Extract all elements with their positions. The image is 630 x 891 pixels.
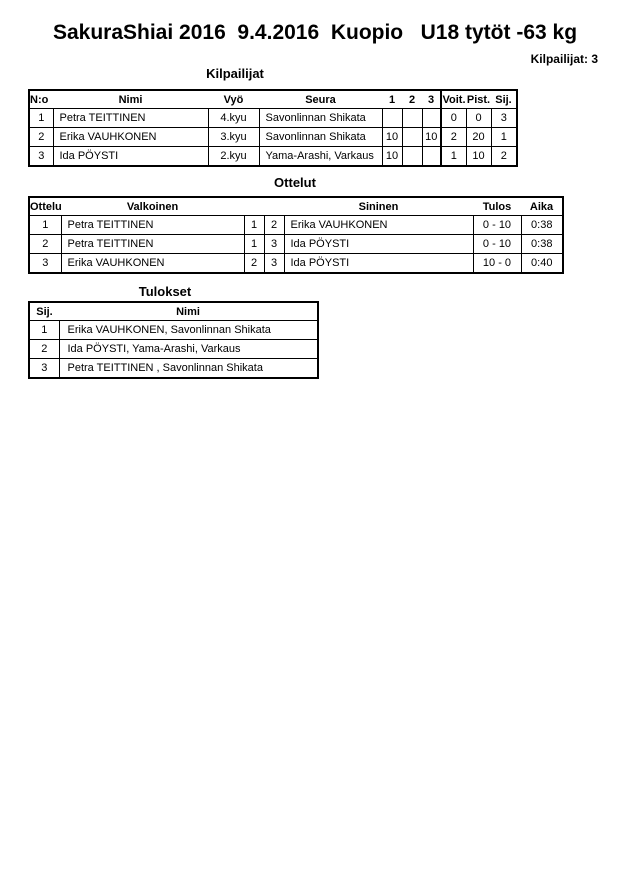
cell: Petra TEITTINEN — [53, 109, 208, 128]
cell: Ida PÖYSTI — [53, 147, 208, 167]
cell: Ida PÖYSTI, Yama-Arashi, Varkaus — [59, 340, 318, 359]
cell — [402, 109, 422, 128]
results-heading: Tulokset — [138, 284, 192, 299]
cell: Erika VAUHKONEN — [284, 216, 473, 235]
cell — [402, 128, 422, 147]
cell: 10 — [382, 128, 402, 147]
col-header: Vyö — [208, 90, 259, 109]
cell: Erika VAUHKONEN — [53, 128, 208, 147]
cell: 0:40 — [521, 254, 563, 274]
table-header-row — [29, 302, 318, 321]
matches-heading: Ottelut — [274, 175, 316, 190]
cell: 0 — [466, 109, 491, 128]
matches-table — [28, 196, 564, 274]
col-header: Ottelu — [29, 197, 61, 216]
cell: Savonlinnan Shikata — [259, 128, 382, 147]
cell: 4.kyu — [208, 109, 259, 128]
cell: 2 — [244, 254, 264, 274]
col-header: Nimi — [59, 302, 318, 321]
cell: 2 — [264, 216, 284, 235]
cell: 1 — [244, 216, 264, 235]
cell: 3 — [491, 109, 517, 128]
col-header: Seura — [259, 90, 382, 109]
col-header: Tulos — [473, 197, 521, 216]
table-row — [29, 254, 563, 274]
col-header: Valkoinen — [61, 197, 244, 216]
col-header: Sij. — [491, 90, 517, 109]
cell: 3 — [264, 254, 284, 274]
col-header: Nimi — [53, 90, 208, 109]
cell: Ida PÖYSTI — [284, 235, 473, 254]
cell: 10 — [382, 147, 402, 167]
cell — [382, 109, 402, 128]
competitors-heading: Kilpailijat — [206, 66, 264, 81]
cell: 2 — [29, 128, 53, 147]
col-header: Aika — [521, 197, 563, 216]
table-row — [29, 321, 318, 340]
cell: 3 — [29, 147, 53, 167]
cell: Savonlinnan Shikata — [259, 109, 382, 128]
cell: 3 — [29, 359, 59, 379]
table-row — [29, 216, 563, 235]
col-header: 1 — [382, 90, 402, 109]
cell: Erika VAUHKONEN — [61, 254, 244, 274]
cell: 3 — [264, 235, 284, 254]
cell: 0:38 — [521, 216, 563, 235]
col-header — [244, 197, 264, 216]
cell: 0 — [441, 109, 466, 128]
cell: 0 - 10 — [473, 216, 521, 235]
col-header — [264, 197, 284, 216]
competitor-count-label: Kilpailijat: 3 — [530, 52, 598, 66]
cell: Yama-Arashi, Varkaus — [259, 147, 382, 167]
cell: Ida PÖYSTI — [284, 254, 473, 274]
cell: 1 — [29, 216, 61, 235]
competitors-table — [28, 89, 518, 167]
table-row — [29, 147, 517, 167]
cell: Petra TEITTINEN — [61, 235, 244, 254]
cell: 3 — [29, 254, 61, 274]
cell: 1 — [441, 147, 466, 167]
cell: 10 - 0 — [473, 254, 521, 274]
cell: 10 — [422, 128, 441, 147]
table-row — [29, 359, 318, 379]
cell: 0:38 — [521, 235, 563, 254]
table-header-row — [29, 197, 563, 216]
cell — [402, 147, 422, 167]
cell: Petra TEITTINEN — [61, 216, 244, 235]
cell: 1 — [244, 235, 264, 254]
col-header: Voit. — [441, 90, 466, 109]
cell: 10 — [466, 147, 491, 167]
col-header: 3 — [422, 90, 441, 109]
cell: Petra TEITTINEN , Savonlinnan Shikata — [59, 359, 318, 379]
cell: 0 - 10 — [473, 235, 521, 254]
col-header: Sininen — [284, 197, 473, 216]
cell: 1 — [491, 128, 517, 147]
cell: 20 — [466, 128, 491, 147]
col-header: Sij. — [29, 302, 59, 321]
table-row — [29, 109, 517, 128]
cell — [422, 147, 441, 167]
col-header: Pist. — [466, 90, 491, 109]
col-header: 2 — [402, 90, 422, 109]
cell: 2 — [29, 235, 61, 254]
table-row — [29, 340, 318, 359]
results-table — [28, 301, 319, 379]
cell: Erika VAUHKONEN, Savonlinnan Shikata — [59, 321, 318, 340]
page-title: SakuraShiai 2016 9.4.2016 Kuopio U18 tytöt -63 kg — [52, 21, 578, 44]
table-row — [29, 235, 563, 254]
cell: 2.kyu — [208, 147, 259, 167]
cell: 1 — [29, 109, 53, 128]
table-header-row — [29, 90, 517, 109]
cell: 2 — [29, 340, 59, 359]
cell: 3.kyu — [208, 128, 259, 147]
cell: 1 — [29, 321, 59, 340]
cell: 2 — [491, 147, 517, 167]
cell — [422, 109, 441, 128]
cell: 2 — [441, 128, 466, 147]
table-row — [29, 128, 517, 147]
col-header: N:o — [29, 90, 53, 109]
